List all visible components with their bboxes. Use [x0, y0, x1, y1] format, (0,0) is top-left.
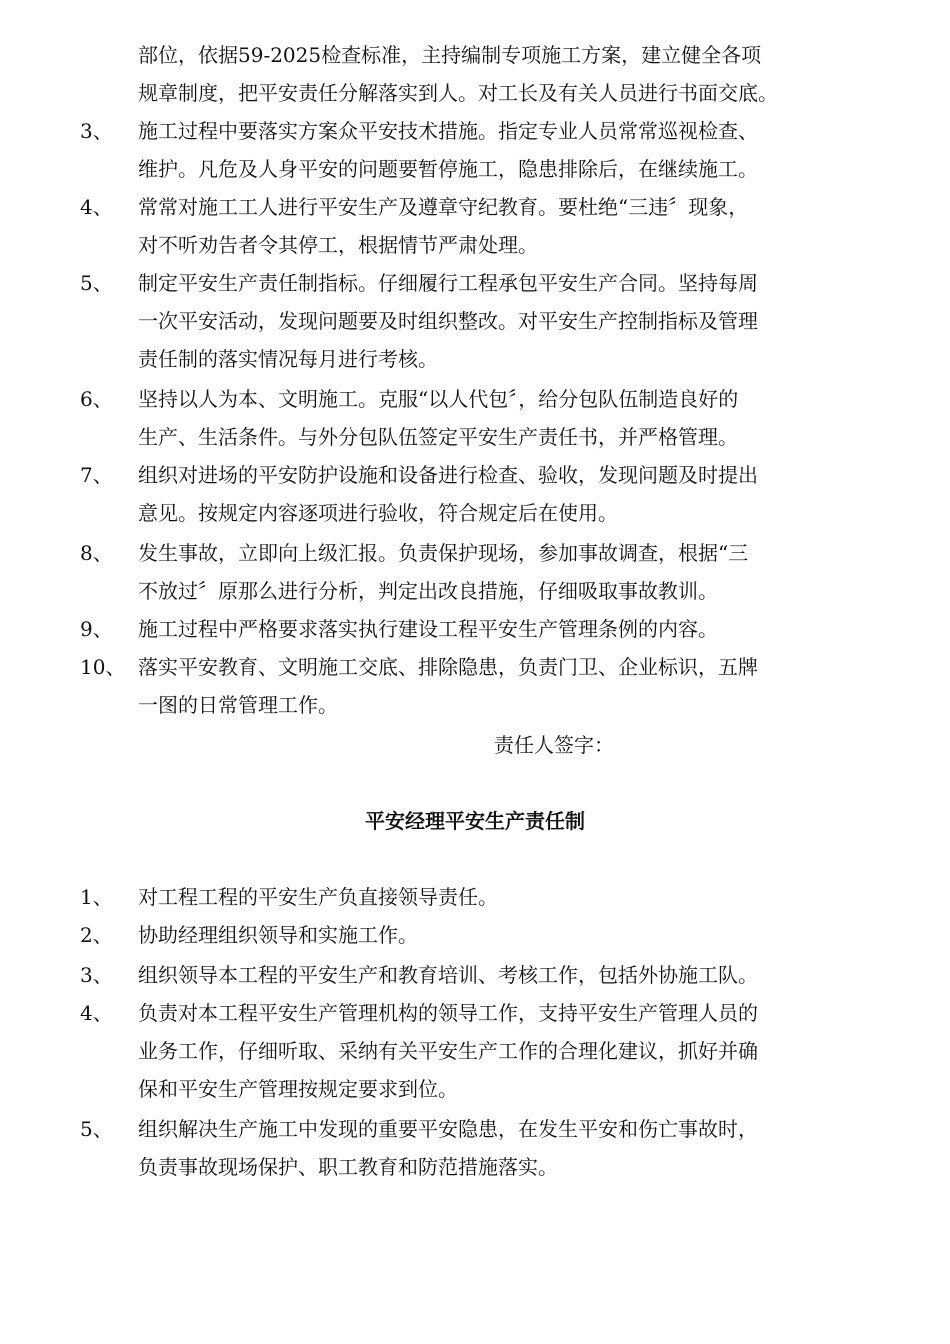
item-number: 8、: [80, 541, 113, 565]
text-line: 组织领导本工程的平安生产和教育培训、考核工作，包括外协施工队。: [138, 963, 758, 987]
item-number: 6、: [80, 387, 113, 411]
item-number: 3、: [80, 963, 113, 987]
item-number: 2、: [80, 923, 113, 947]
text-line: 负责对本工程平安生产管理机构的领导工作，支持平安生产管理人员的: [138, 1001, 758, 1025]
text-line: 对工程工程的平安生产负直接领导责任。: [138, 885, 498, 909]
text-line: 部位，依据59-2025检查标准，主持编制专项施工方案，建立健全各项: [138, 43, 762, 67]
text-line: 施工过程中严格要求落实执行建设工程平安生产管理条例的内容。: [138, 617, 718, 641]
text-line: 一次平安活动，发现问题要及时组织整改。对平安生产控制指标及管理: [138, 309, 758, 333]
signature-label: 责任人签字：: [494, 733, 614, 757]
text-line: 一图的日常管理工作。: [138, 693, 338, 717]
text-line: 发生事故，立即向上级汇报。负责保护现场，参加事故调查，根据“三: [138, 541, 749, 565]
item-number: 3、: [80, 119, 113, 143]
text-line: 业务工作，仔细听取、采纳有关平安生产工作的合理化建议，抓好并确: [138, 1039, 758, 1063]
text-line: 协助经理组织领导和实施工作。: [138, 923, 418, 947]
text-line: 制定平安生产责任制指标。仔细履行工程承包平安生产合同。坚持每周: [138, 271, 758, 295]
text-line: 规章制度，把平安责任分解落实到人。对工长及有关人员进行书面交底。: [138, 81, 778, 105]
text-line: 意见。按规定内容逐项进行验收，符合规定后在使用。: [138, 501, 618, 525]
text-line: 对不听劝告者令其停工，根据情节严肃处理。: [138, 233, 538, 257]
text-line: 保和平安生产管理按规定要求到位。: [138, 1077, 458, 1101]
item-number: 7、: [80, 463, 113, 487]
item-number: 5、: [80, 271, 113, 295]
item-number: 10、: [80, 655, 126, 679]
text-line: 常常对施工工人进行平安生产及遵章守纪教育。要杜绝“三违〞现象，: [138, 195, 749, 219]
text-line: 生产、生活条件。与外分包队伍签定平安生产责任书，并严格管理。: [138, 425, 738, 449]
text-line: 负责事故现场保护、职工教育和防范措施落实。: [138, 1155, 558, 1179]
text-line: 责任制的落实情况每月进行考核。: [138, 347, 438, 371]
text-line: 施工过程中要落实方案众平安技术措施。指定专业人员常常巡视检查、: [138, 119, 758, 143]
item-number: 1、: [80, 885, 113, 909]
item-number: 5、: [80, 1117, 113, 1141]
item-number: 4、: [80, 1001, 113, 1025]
item-number: 4、: [80, 195, 113, 219]
section-title: 平安经理平安生产责任制: [365, 809, 585, 833]
text-line: 组织解决生产施工中发现的重要平安隐患，在发生平安和伤亡事故时，: [138, 1117, 758, 1141]
text-line: 维护。凡危及人身平安的问题要暂停施工，隐患排除后，在继续施工。: [138, 157, 758, 181]
text-line: 不放过〞原那么进行分析，判定出改良措施，仔细吸取事故教训。: [138, 579, 718, 603]
text-line: 坚持以人为本、文明施工。克服“以人代包〞，给分包队伍制造良好的: [138, 387, 739, 411]
item-number: 9、: [80, 617, 113, 641]
text-line: 落实平安教育、文明施工交底、排除隐患，负责门卫、企业标识，五牌: [138, 655, 758, 679]
text-line: 组织对进场的平安防护设施和设备进行检查、验收，发现问题及时提出: [138, 463, 758, 487]
